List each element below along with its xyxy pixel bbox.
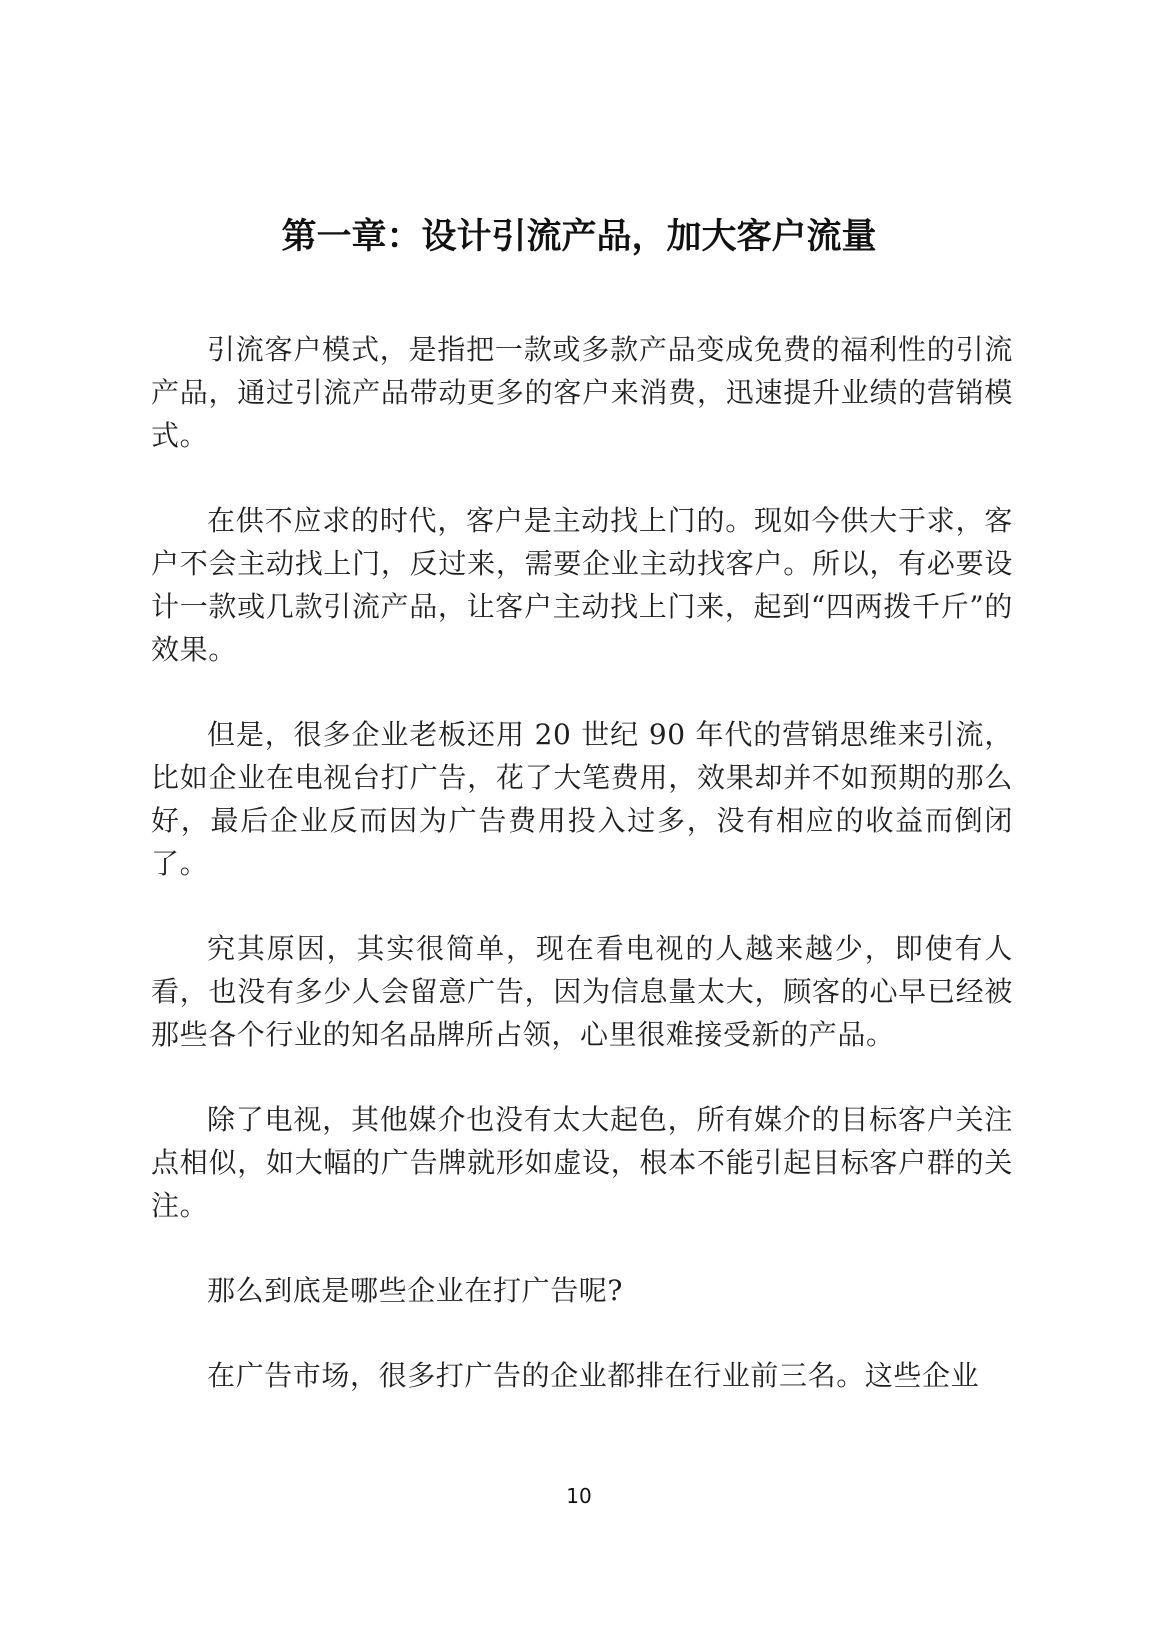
paragraph-3: 但是，很多企业老板还用 20 世纪 90 年代的营销思维来引流，比如企业在电视台打广告，花了大笔费用，效果却并不如预期的那么好，最后企业反而因为广告费用投入过多，没有相应的收益而倒闭了。 [151,718,1013,880]
chapter-title: 第一章：设计引流产品，加大客户流量 [281,217,877,257]
paragraph-6: 那么到底是哪些企业在打广告呢? [207,1274,624,1307]
paragraph-4: 究其原因，其实很简单，现在看电视的人越来越少，即使有人看，也没有多少人会留意广告，因为信息量太大，顾客的心早已经被那些各个行业的知名品牌所占领，心里很难接受新的产品。 [151,932,1013,1051]
paragraph-1: 引流客户模式，是指把一款或多款产品变成免费的福利性的引流产品，通过引流产品带动更多的客户来消费，迅速提升业绩的营销模式。 [151,333,1013,452]
paragraph-2: 在供不应求的时代，客户是主动找上门的。现如今供大于求，客户不会主动找上门，反过来，需要企业主动找客户。所以，有必要设计一款或几款引流产品，让客户主动找上门来，起到“四两拨千斤”的效果。 [151,504,1013,666]
page-number: 10 [566,1484,592,1508]
paragraph-5: 除了电视，其他媒介也没有太大起色，所有媒介的目标客户关注点相似，如大幅的广告牌就形如虚设，根本不能引起目标客户群的关注。 [151,1103,1013,1222]
body-text [151,328,1013,1439]
paragraph-7: 在广告市场，很多打广告的企业都排在行业前三名。这些企业 [207,1359,980,1392]
